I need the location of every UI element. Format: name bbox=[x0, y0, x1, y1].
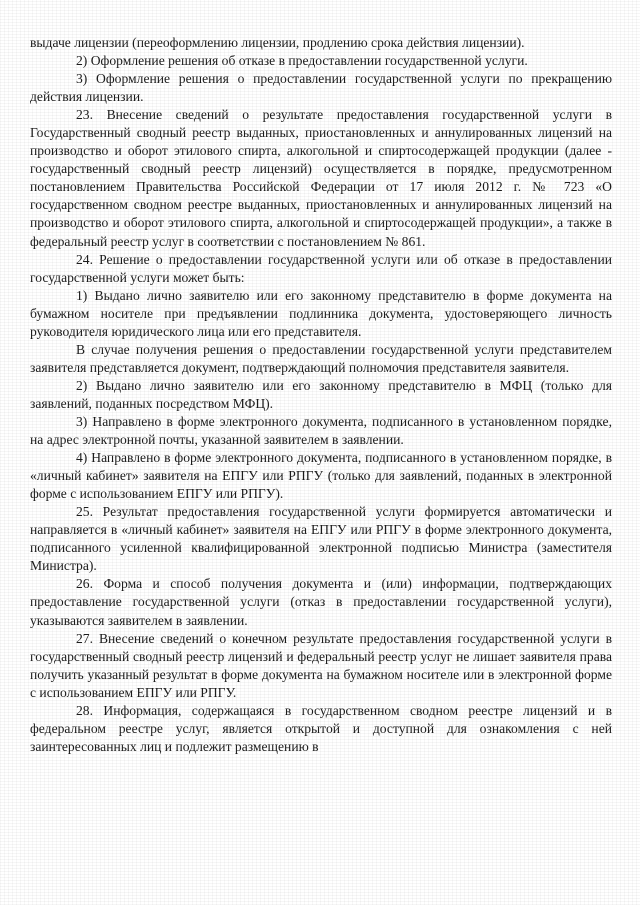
paragraph-24-item-1: 1) Выдано лично заявителю или его законному представителю в форме документа на бумажном носителе при предъявлении подлинника документа, удостоверяющего личность руководителя юридического лица или его представителя. bbox=[30, 287, 612, 339]
paragraph-24: 24. Решение о предоставлении государственной услуги или об отказе в предоставлении государственной услуги может быть: bbox=[30, 251, 612, 285]
paragraph-25: 25. Результат предоставления государственной услуги формируется автоматически и направляется в «личный кабинет» заявителя на ЕПГУ или РПГУ в форме электронного документа, подписанного усиленной квалифицированной электронной подписью Министра (заместителя Министра). bbox=[30, 504, 612, 574]
document-page bbox=[30, 34, 612, 756]
paragraph-27: 27. Внесение сведений о конечном результате предоставления государственной услуги в государственный сводный реестр лицензий и федеральный реестр услуг не лишает заявителя права получить указанный результат в форме документа на бумажном носителе или в электронной форме с использованием ЕПГУ или РПГУ. bbox=[30, 630, 612, 700]
paragraph-26: 26. Форма и способ получения документа и (или) информации, подтверждающих предоставление государственной услуги (отказ в предоставлении государственной услуги), указываются заявителем в заявлении. bbox=[30, 576, 612, 628]
paragraph-representative-note: В случае получения решения о предоставлении государственной услуги представителем заявителя представляется документ, подтверждающий полномочия представителя заявителя. bbox=[30, 341, 612, 375]
paragraph-item-2: 2) Оформление решения об отказе в предоставлении государственной услуги. bbox=[76, 53, 528, 69]
paragraph-item-3: 3) Оформление решения о предоставлении государственной услуги по прекращению действия лицензии. bbox=[30, 71, 612, 105]
paragraph-24-item-2: 2) Выдано лично заявителю или его законному представителю в МФЦ (только для заявлений, поданных посредством МФЦ). bbox=[30, 377, 612, 411]
paragraph-24-item-3: 3) Направлено в форме электронного документа, подписанного в установленном порядке, на адрес электронной почты, указанной заявителем в заявлении. bbox=[30, 413, 612, 448]
paragraph-24-item-4: 4) Направлено в форме электронного документа, подписанного в установленном порядке, в «личный кабинет» заявителя на ЕПГУ или РПГУ (только для заявлений, поданных в электронной форме с использованием ЕПГУ или РПГУ). bbox=[30, 450, 612, 502]
paragraph-continuation: выдаче лицензии (переоформлению лицензии, продлению срока действия лицензии). bbox=[30, 35, 525, 50]
paragraph-28: 28. Информация, содержащаяся в государственном сводном реестре лицензий и в федеральном реестре услуг, является открытой и доступной для ознакомления с ней заинтересованных лиц и подлежит размещению в bbox=[30, 702, 612, 754]
paragraph-23: 23. Внесение сведений о результате предоставления государственной услуги в Государственный сводный реестр выданных, приостановленных и аннулированных лицензий на производство и оборот этилового спирта, алкогольной и спиртосодержащей продукции (далее - государственный сводный реестр лицензий) осуществляется в порядке, предусмотренном постановлением Правительства Российской Федерации от 17 июля 2012 г. № 723 «О государственном сводном реестре выданных, приостановленных и аннулированных лицензий на производство и оборот этилового спирта, алкогольной и спиртосодержащей продукции», а также в федеральный реестр услуг в соответствии с постановлением № 861. bbox=[30, 107, 612, 249]
